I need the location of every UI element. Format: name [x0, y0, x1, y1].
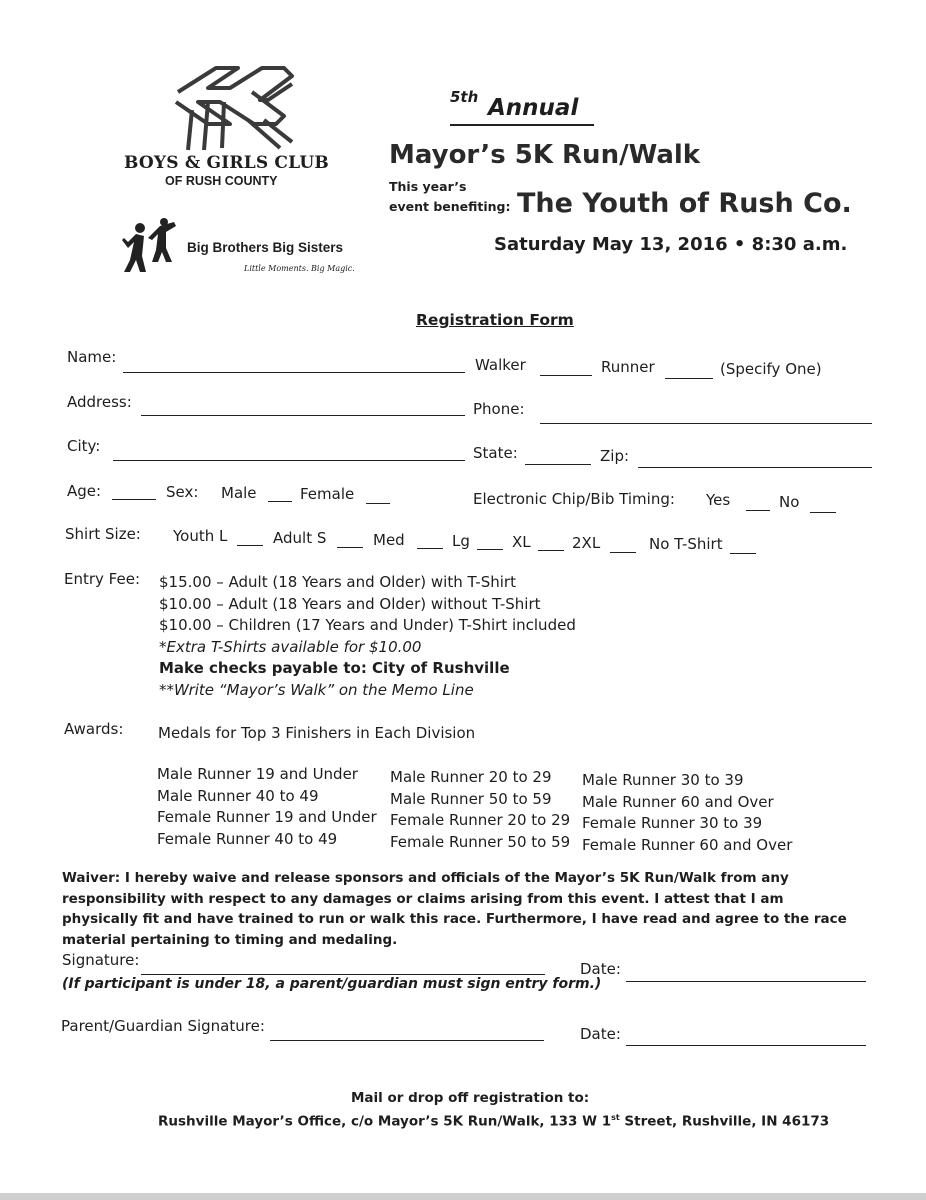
shirt-none: No T-Shirt: [649, 535, 723, 553]
waiver-text: Waiver: I hereby waive and release sponsors and officials of the Mayor’s 5K Run/Walk from any responsibility with respect to any damages or claims arising from this event. I attest that I am physically fit and have trained to run or walk this race. Furthermore, I have read and agree to the race material pertaining to timing and medaling.: [62, 870, 847, 948]
male-field[interactable]: [268, 501, 292, 502]
award-division: Female Runner 30 to 39: [582, 814, 763, 832]
mail-address-sup: st: [611, 1113, 620, 1122]
phone-field[interactable]: [540, 423, 872, 424]
shirt-2xl-field[interactable]: [610, 552, 636, 553]
award-division: Male Runner 20 to 29: [390, 768, 552, 786]
parent-signature-label: Parent/Guardian Signature:: [61, 1017, 265, 1035]
payable-note: Make checks payable to: City of Rushville: [159, 659, 510, 677]
walker-field[interactable]: [540, 375, 592, 376]
female-label: Female: [300, 485, 355, 503]
address-label: Address:: [67, 393, 132, 411]
phone-label: Phone:: [473, 400, 525, 418]
runner-label: Runner: [601, 358, 655, 376]
boys-girls-club-logo: [168, 62, 302, 158]
chip-label: Electronic Chip/Bib Timing:: [473, 490, 675, 508]
parent-signature-field[interactable]: [270, 1040, 544, 1041]
chip-no-field[interactable]: [810, 512, 836, 513]
award-division: Male Runner 30 to 39: [582, 771, 744, 789]
female-field[interactable]: [366, 503, 390, 504]
bbbs-logo: [120, 216, 182, 278]
age-label: Age:: [67, 482, 102, 500]
no-label: No: [779, 493, 800, 511]
walker-label: Walker: [475, 356, 526, 374]
signature-field[interactable]: [141, 974, 545, 975]
benefit-label-1: This year’s: [389, 179, 467, 194]
city-field[interactable]: [113, 460, 465, 461]
shirt-youth-l-field[interactable]: [237, 545, 263, 546]
shirt-adult-s-field[interactable]: [337, 547, 363, 548]
chip-yes-field[interactable]: [746, 510, 770, 511]
form-title: Registration Form: [416, 311, 574, 329]
awards-column-3: [582, 770, 792, 856]
award-division: Male Runner 19 and Under: [157, 765, 358, 783]
edition-underline: [450, 124, 594, 126]
event-title: Mayor’s 5K Run/Walk: [389, 140, 701, 170]
shirt-med: Med: [373, 531, 405, 549]
scan-edge: [0, 1193, 926, 1200]
awards-label: Awards:: [64, 720, 124, 738]
shirt-youth-l: Youth L: [173, 527, 228, 545]
mail-address: [158, 1113, 829, 1130]
yes-label: Yes: [706, 491, 731, 509]
state-label: State:: [473, 444, 518, 462]
date-label-1: Date:: [580, 960, 621, 978]
hands-logo-icon: [168, 62, 302, 154]
shirt-xl-field[interactable]: [538, 550, 564, 551]
award-division: Female Runner 60 and Over: [582, 835, 793, 854]
award-division: Male Runner 60 and Over: [582, 792, 774, 811]
awards-intro: Medals for Top 3 Finishers in Each Division: [158, 724, 476, 742]
fee-line: $10.00 – Adult (18 Years and Older) without T-Shirt: [159, 594, 541, 613]
org2-name: Big Brothers Big Sisters: [187, 240, 344, 255]
award-division: Female Runner 40 to 49: [157, 829, 338, 848]
award-division: Female Runner 20 to 29: [390, 811, 571, 829]
shirt-lg-field[interactable]: [477, 549, 503, 550]
big-brothers-figures-icon: [120, 216, 182, 274]
zip-field[interactable]: [638, 467, 872, 468]
name-field[interactable]: [123, 372, 465, 373]
award-division: Female Runner 19 and Under: [157, 808, 377, 826]
shirt-size-label: Shirt Size:: [65, 525, 141, 543]
memo-note: **Write “Mayor’s Walk” on the Memo Line: [159, 680, 474, 699]
shirt-adult-s: Adult S: [273, 529, 327, 547]
benefit-label-2: event benefiting:: [389, 199, 511, 214]
extra-shirts-note: *Extra T-Shirts available for $10.00: [159, 637, 422, 656]
sex-label: Sex:: [166, 483, 199, 501]
male-label: Male: [221, 484, 257, 502]
mail-heading: Mail or drop off registration to:: [351, 1090, 590, 1106]
fee-line: $10.00 – Children (17 Years and Under) T-Shirt included: [159, 616, 576, 634]
specify-label: (Specify One): [720, 360, 822, 378]
entry-fee-block: [159, 572, 576, 701]
name-label: Name:: [67, 348, 117, 366]
zip-label: Zip:: [600, 447, 630, 465]
city-label: City:: [67, 437, 101, 455]
address-field[interactable]: [141, 415, 465, 416]
beneficiary: The Youth of Rush Co.: [517, 188, 852, 219]
awards-column-1: [157, 764, 377, 850]
event-date-time: Saturday May 13, 2016 • 8:30 a.m.: [494, 234, 848, 255]
award-division: Male Runner 40 to 49: [157, 786, 319, 805]
org1-sub: OF RUSH COUNTY: [165, 174, 278, 188]
edition-word: Annual: [488, 95, 579, 121]
mail-address-end: Street, Rushville, IN 46173: [619, 1113, 830, 1130]
state-field[interactable]: [525, 464, 591, 465]
entry-fee-label: Entry Fee:: [64, 570, 140, 588]
date-field-2[interactable]: [626, 1045, 866, 1046]
shirt-xl: XL: [512, 533, 531, 551]
awards-column-2: [390, 767, 570, 853]
edition-number: 5th: [450, 88, 479, 106]
minor-note: (If participant is under 18, a parent/guardian must sign entry form.): [62, 976, 602, 992]
shirt-lg: Lg: [452, 532, 470, 550]
mail-address-main: Rushville Mayor’s Office, c/o Mayor’s 5K Run/Walk, 133 W 1: [158, 1113, 612, 1130]
date-label-2: Date:: [580, 1025, 621, 1043]
org1-name: BOYS & GIRLS CLUB: [124, 153, 329, 173]
runner-field[interactable]: [665, 378, 713, 379]
award-division: Male Runner 50 to 59: [390, 789, 552, 808]
award-division: Female Runner 50 to 59: [390, 832, 571, 851]
org2-tagline: Little Moments. Big Magic.: [244, 264, 355, 273]
fee-line: $15.00 – Adult (18 Years and Older) with T-Shirt: [159, 573, 516, 591]
shirt-2xl: 2XL: [572, 534, 601, 552]
age-field[interactable]: [112, 499, 156, 500]
shirt-none-field[interactable]: [730, 553, 756, 554]
shirt-med-field[interactable]: [417, 548, 443, 549]
signature-label: Signature:: [62, 951, 140, 969]
date-field-1[interactable]: [626, 981, 866, 982]
